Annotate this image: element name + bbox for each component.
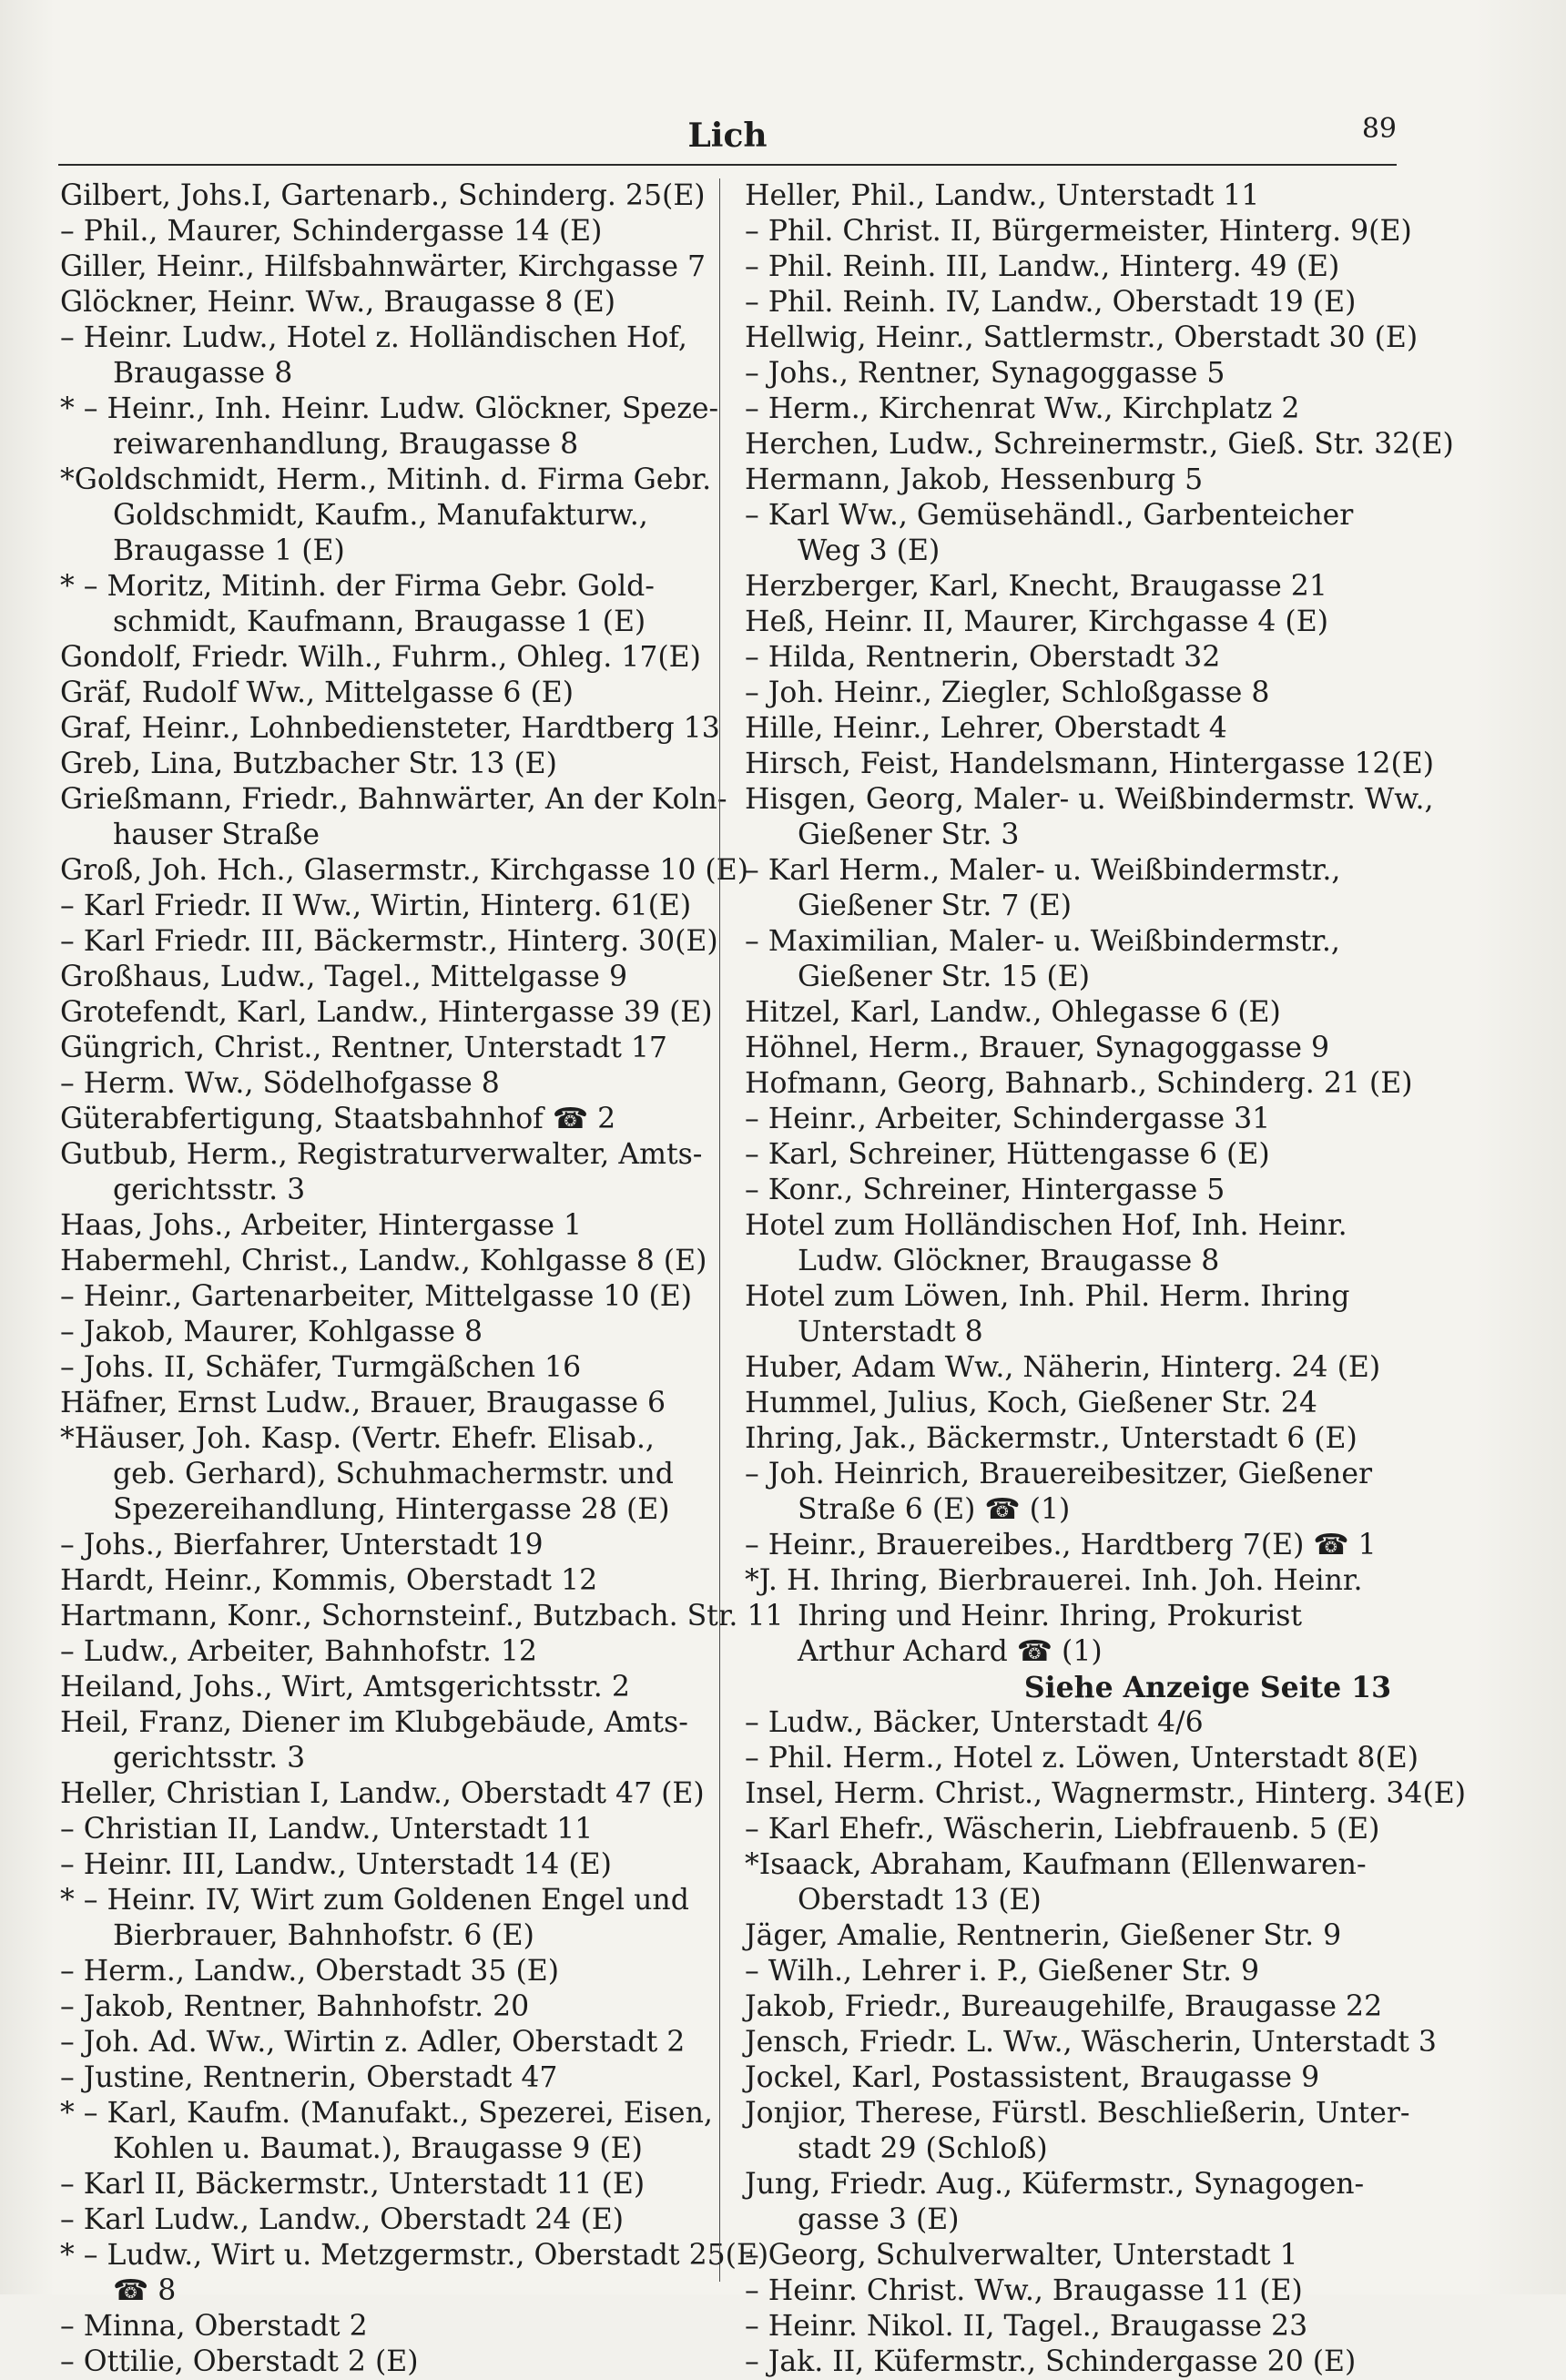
entry-line: – Minna, Oberstadt 2 (60, 2310, 368, 2343)
directory-entry (60, 178, 707, 214)
entry-line: – Heinr., Brauereibes., Hardtberg 7(E) ☎ 1 (745, 1529, 1377, 1561)
directory-entry (745, 214, 1412, 249)
directory-entry (60, 1883, 707, 1954)
directory-entry (60, 676, 707, 711)
directory-entry (745, 1776, 1467, 1812)
directory-entry (745, 1812, 1391, 1847)
directory-entry (60, 1279, 707, 1315)
directory-entry (60, 249, 707, 285)
entry-continuation-line: gasse 3 (E) (798, 2203, 960, 2236)
directory-entry (745, 605, 1391, 640)
entry-line: Glöckner, Heinr. Ww., Braugasse 8 (E) (60, 286, 616, 319)
entry-continuation-line: Weg 3 (E) (798, 534, 941, 567)
entry-line: Großhaus, Ludw., Tagel., Mittelgasse 9 (60, 961, 628, 993)
running-title: Lich (687, 117, 768, 155)
directory-entry (60, 1350, 707, 1386)
entry-continuation-line: Ihring und Heinr. Ihring, Prokurist (798, 1600, 1303, 1632)
entry-continuation-line: Oberstadt 13 (E) (798, 1884, 1042, 1917)
directory-entry (745, 285, 1391, 320)
directory-entry (60, 2238, 769, 2309)
directory-entry (745, 2025, 1437, 2060)
directory-entry (745, 463, 1391, 498)
entry-line: – Karl Friedr. III, Bäckermstr., Hinterg. 30(E) (60, 925, 718, 958)
directory-entry (745, 498, 1391, 569)
directory-entry (745, 1102, 1391, 1137)
entry-line: – Hilda, Rentnerin, Oberstadt 32 (745, 641, 1221, 674)
directory-entry (60, 1705, 707, 1776)
directory-entry (745, 1705, 1391, 1741)
directory-entry (60, 782, 727, 853)
directory-entry (745, 2344, 1391, 2380)
entry-line: Huber, Adam Ww., Näherin, Hinterg. 24 (E) (745, 1351, 1381, 1384)
entry-line: – Jak. II, Küfermstr., Schindergasse 20 (E) (745, 2345, 1357, 2378)
entry-continuation-line: geb. Gerhard), Schuhmachermstr. und (113, 1458, 674, 1490)
entry-line: * – Karl, Kaufm. (Manufakt., Spezerei, Eisen, (60, 2097, 713, 2130)
entry-line: *J. H. Ihring, Bierbrauerei. Inh. Joh. Heinr. (745, 1564, 1363, 1597)
directory-entry (745, 392, 1391, 427)
directory-entry (60, 214, 707, 249)
directory-entry (745, 747, 1435, 782)
entry-line: – Herm., Landw., Oberstadt 35 (E) (60, 1955, 560, 1988)
entry-line: – Herm., Kirchenrat Ww., Kirchplatz 2 (745, 392, 1300, 425)
directory-entry (745, 2096, 1410, 2167)
directory-entry (60, 1386, 707, 1421)
entry-continuation-line: Braugasse 1 (E) (113, 534, 345, 567)
directory-entry (745, 1208, 1391, 1279)
entry-line: Jockel, Karl, Postassistent, Braugasse 9 (745, 2061, 1320, 2094)
entry-line: Hermann, Jakob, Hessenburg 5 (745, 463, 1204, 496)
entry-line: – Joh. Heinr., Ziegler, Schloßgasse 8 (745, 676, 1270, 709)
entry-continuation-line: stadt 29 (Schloß) (798, 2132, 1048, 2165)
entry-line: Ihring, Jak., Bäckermstr., Unterstadt 6 (E) (745, 1422, 1358, 1455)
entry-line: – Karl Ww., Gemüsehändl., Garbenteicher (745, 499, 1354, 532)
directory-entry (745, 427, 1454, 463)
entry-line: – Heinr. Christ. Ww., Braugasse 11 (E) (745, 2274, 1303, 2307)
directory-entry (745, 1528, 1391, 1563)
directory-entry (745, 1847, 1391, 1918)
directory-entry (60, 2309, 707, 2344)
directory-entry (745, 1279, 1391, 1350)
page-header (58, 107, 1397, 164)
directory-entry (745, 1457, 1391, 1528)
entry-line: Giller, Heinr., Hilfsbahnwärter, Kirchgasse 7 (60, 250, 707, 283)
directory-entry (745, 640, 1391, 676)
entry-line: Groß, Joh. Hch., Glasermstr., Kirchgasse 10 (E) (60, 854, 748, 887)
directory-entry (60, 1244, 707, 1279)
directory-entry (745, 356, 1391, 392)
entry-line: Heß, Heinr. II, Maurer, Kirchgasse 4 (E) (745, 605, 1328, 638)
entry-continuation-line: Arthur Achard ☎ (1) (798, 1635, 1103, 1668)
directory-entry (60, 2060, 707, 2096)
directory-entry (60, 1315, 707, 1350)
entry-line: – Johs. II, Schäfer, Turmgäßchen 16 (60, 1351, 582, 1384)
entry-line: Hotel zum Löwen, Inh. Phil. Herm. Ihring (745, 1280, 1350, 1313)
entry-line: Gutbub, Herm., Registraturverwalter, Amts- (60, 1138, 703, 1171)
entry-line: Güngrich, Christ., Rentner, Unterstadt 17 (60, 1032, 667, 1064)
entry-line: Insel, Herm. Christ., Wagnermstr., Hinterg. 34(E) (745, 1777, 1467, 1810)
directory-entry (60, 1066, 707, 1102)
entry-line: Hisgen, Georg, Maler- u. Weißbindermstr. Ww., (745, 783, 1434, 816)
directory-entry (60, 711, 720, 747)
entry-line: Herchen, Ludw., Schreinermstr., Gieß. Str. 32(E) (745, 428, 1454, 461)
directory-entry (745, 1421, 1391, 1457)
directory-entry (60, 889, 707, 924)
entry-line: Hille, Heinr., Lehrer, Oberstadt 4 (745, 712, 1227, 745)
entry-line: Heiland, Johs., Wirt, Amtsgerichtsstr. 2 (60, 1671, 630, 1704)
entry-line: – Justine, Rentnerin, Oberstadt 47 (60, 2061, 558, 2094)
directory-entry (745, 995, 1391, 1031)
directory-entry (60, 320, 707, 392)
directory-entry (60, 1847, 707, 1883)
directory-entry (745, 2309, 1391, 2344)
entry-line: – Joh. Heinrich, Brauereibesitzer, Gießener (745, 1458, 1373, 1490)
entry-continuation-line: Straße 6 (E) ☎ (1) (798, 1493, 1071, 1526)
directory-entry (60, 569, 707, 640)
directory-entry (60, 2202, 707, 2238)
entry-continuation-line: Spezereihandlung, Hintergasse 28 (E) (113, 1493, 670, 1526)
entry-line: – Heinr. Ludw., Hotel z. Holländischen Hof, (60, 321, 687, 354)
directory-entry (60, 2025, 707, 2060)
entry-line: – Wilh., Lehrer i. P., Gießener Str. 9 (745, 1955, 1260, 1988)
directory-entry (60, 1031, 707, 1066)
entry-continuation-line: gerichtsstr. 3 (113, 1742, 306, 1775)
entry-line: – Phil. Christ. II, Bürgermeister, Hinterg. 9(E) (745, 215, 1412, 248)
page-number: 89 (1361, 113, 1397, 145)
column-divider (719, 178, 720, 2282)
entry-line: – Jakob, Maurer, Kohlgasse 8 (60, 1316, 483, 1348)
directory-entry (60, 1563, 707, 1599)
entry-line: Hardt, Heinr., Kommis, Oberstadt 12 (60, 1564, 598, 1597)
entry-line: * – Moritz, Mitinh. der Firma Gebr. Gold- (60, 570, 655, 603)
directory-entry (745, 1954, 1391, 1989)
directory-entry (745, 1741, 1419, 1776)
entry-line: – Heinr. III, Landw., Unterstadt 14 (E) (60, 1848, 612, 1881)
entry-line: Habermehl, Christ., Landw., Kohlgasse 8 (E) (60, 1245, 707, 1277)
entry-line: – Jakob, Rentner, Bahnhofstr. 20 (60, 1990, 530, 2023)
entry-line: Güterabfertigung, Staatsbahnhof ☎ 2 (60, 1103, 616, 1135)
directory-entry (745, 1563, 1391, 1670)
entry-line: – Christian II, Landw., Unterstadt 11 (60, 1813, 594, 1846)
entry-continuation-line: schmidt, Kaufmann, Braugasse 1 (E) (113, 605, 646, 638)
directory-entry (60, 1989, 707, 2025)
entry-continuation-line: Gießener Str. 15 (E) (798, 961, 1091, 993)
entry-line: – Joh. Ad. Ww., Wirtin z. Adler, Oberstadt 2 (60, 2026, 686, 2059)
directory-entry (60, 1634, 707, 1670)
entry-continuation-line: Unterstadt 8 (798, 1316, 983, 1348)
entry-line: Jonjior, Therese, Fürstl. Beschließerin, Unter- (745, 2097, 1410, 2130)
directory-entry (745, 569, 1391, 605)
directory-entry (745, 676, 1391, 711)
directory-entry (60, 853, 748, 889)
entry-line: *Isaack, Abraham, Kaufmann (Ellenwaren- (745, 1848, 1367, 1881)
right-column (745, 178, 1467, 2380)
directory-entry (745, 320, 1419, 356)
entry-line: – Phil. Reinh. III, Landw., Hinterg. 49 (E) (745, 250, 1340, 283)
entry-continuation-line: reiwarenhandlung, Braugasse 8 (113, 428, 579, 461)
directory-entry (60, 1599, 784, 1634)
directory-entry (745, 1918, 1391, 1954)
directory-entry (745, 1350, 1391, 1386)
entry-line: Häfner, Ernst Ludw., Brauer, Braugasse 6 (60, 1387, 666, 1419)
entry-line: – Johs., Rentner, Synagoggasse 5 (745, 357, 1225, 390)
directory-entry (745, 2167, 1391, 2238)
entry-line: Jensch, Friedr. L. Ww., Wäscherin, Unterstadt 3 (745, 2026, 1437, 2059)
entry-line: * – Ludw., Wirt u. Metzgermstr., Oberstadt 25(E) (60, 2239, 769, 2272)
entry-line: Greb, Lina, Butzbacher Str. 13 (E) (60, 748, 557, 780)
entry-line: – Karl II, Bäckermstr., Unterstadt 11 (E) (60, 2168, 646, 2201)
directory-entry (60, 463, 712, 569)
directory-entry (60, 640, 707, 676)
directory-entry (60, 285, 707, 320)
entry-line: Hummel, Julius, Koch, Gießener Str. 24 (745, 1387, 1317, 1419)
entry-line: *Goldschmidt, Herm., Mitinh. d. Firma Gebr. (60, 463, 712, 496)
entry-line: Gilbert, Johs.I, Gartenarb., Schinderg. 25(E) (60, 179, 706, 212)
directory-entry (60, 1208, 707, 1244)
entry-line: – Phil. Reinh. IV, Landw., Oberstadt 19 (E) (745, 286, 1357, 319)
directory-entry (745, 1989, 1391, 2025)
directory-entry (745, 711, 1391, 747)
directory-entry (745, 1066, 1413, 1102)
entry-line: – Karl Friedr. II Ww., Wirtin, Hinterg. 61(E) (60, 890, 692, 922)
entry-continuation-line: ☎ 8 (113, 2274, 177, 2307)
entry-line: Herzberger, Karl, Knecht, Braugasse 21 (745, 570, 1327, 603)
directory-entry (745, 178, 1391, 214)
entry-line: – Konr., Schreiner, Hintergasse 5 (745, 1174, 1225, 1206)
directory-entry (745, 2238, 1391, 2273)
entry-line: Hotel zum Holländischen Hof, Inh. Heinr. (745, 1209, 1347, 1242)
entry-line: Hellwig, Heinr., Sattlermstr., Oberstadt 30 (E) (745, 321, 1419, 354)
entry-line: Grießmann, Friedr., Bahnwärter, An der Koln- (60, 783, 727, 816)
directory-entry (60, 995, 713, 1031)
entry-continuation-line: Gießener Str. 3 (798, 819, 1020, 851)
entry-continuation-line: Kohlen u. Baumat.), Braugasse 9 (E) (113, 2132, 643, 2165)
entry-line: – Georg, Schulverwalter, Unterstadt 1 (745, 2239, 1298, 2272)
entry-line: – Johs., Bierfahrer, Unterstadt 19 (60, 1529, 544, 1561)
entry-line: Haas, Johs., Arbeiter, Hintergasse 1 (60, 1209, 583, 1242)
entry-line: Gondolf, Friedr. Wilh., Fuhrm., Ohleg. 17(E) (60, 641, 701, 674)
entry-line: Gräf, Rudolf Ww., Mittelgasse 6 (E) (60, 676, 575, 709)
directory-entry (60, 747, 707, 782)
directory-entry (60, 1812, 707, 1847)
entry-line: Jung, Friedr. Aug., Küfermstr., Synagogen- (745, 2168, 1365, 2201)
directory-entry (60, 1954, 707, 1989)
directory-entry (745, 2273, 1391, 2309)
entry-line: – Karl Ludw., Landw., Oberstadt 24 (E) (60, 2203, 625, 2236)
entry-line: Hofmann, Georg, Bahnarb., Schinderg. 21 (E) (745, 1067, 1413, 1100)
directory-entry (745, 1137, 1391, 1173)
entry-line: – Maximilian, Maler- u. Weißbindermstr., (745, 925, 1340, 958)
entry-continuation-line: Bierbrauer, Bahnhofstr. 6 (E) (113, 1919, 534, 1952)
entry-continuation-line: gerichtsstr. 3 (113, 1174, 306, 1206)
directory-entry (60, 1776, 707, 1812)
entry-line: – Ludw., Arbeiter, Bahnhofstr. 12 (60, 1635, 537, 1668)
entry-line: – Ludw., Bäcker, Unterstadt 4/6 (745, 1706, 1204, 1739)
entry-continuation-line: hauser Straße (113, 819, 320, 851)
entry-continuation-line: Gießener Str. 7 (E) (798, 890, 1073, 922)
directory-entry (60, 1137, 707, 1208)
entry-line: Jäger, Amalie, Rentnerin, Gießener Str. 9 (745, 1919, 1342, 1952)
directory-entry (60, 2167, 707, 2202)
entry-line: – Karl Ehefr., Wäscherin, Liebfrauenb. 5 (E) (745, 1813, 1380, 1846)
entry-line: Heil, Franz, Diener im Klubgebäude, Amts- (60, 1706, 688, 1739)
directory-entry (60, 960, 707, 995)
entry-line: – Heinr. Nikol. II, Tagel., Braugasse 23 (745, 2310, 1308, 2343)
directory-entry (745, 1670, 1391, 1705)
entry-line: Hartmann, Konr., Schornsteinf., Butzbach. Str. 11 (60, 1600, 784, 1632)
directory-entry (60, 392, 719, 463)
entry-line: Siehe Anzeige Seite 13 (1023, 1671, 1391, 1704)
entry-line: – Karl, Schreiner, Hüttengasse 6 (E) (745, 1138, 1270, 1171)
directory-entry (745, 249, 1391, 285)
directory-entry (745, 1173, 1391, 1208)
entry-continuation-line: Goldschmidt, Kaufm., Manufakturw., (113, 499, 648, 532)
directory-entry (60, 1421, 707, 1528)
directory-entry (745, 782, 1434, 853)
entry-line: *Häuser, Joh. Kasp. (Vertr. Ehefr. Elisab., (60, 1422, 655, 1455)
entry-line: – Phil. Herm., Hotel z. Löwen, Unterstadt 8(E) (745, 1742, 1419, 1775)
entry-line: Hirsch, Feist, Handelsmann, Hintergasse 12(E) (745, 748, 1435, 780)
entry-line: * – Heinr., Inh. Heinr. Ludw. Glöckner, Speze- (60, 392, 719, 425)
entry-line: – Heinr., Gartenarbeiter, Mittelgasse 10 (E) (60, 1280, 693, 1313)
entry-line: * – Heinr. IV, Wirt zum Goldenen Engel und (60, 1884, 689, 1917)
entry-line: – Heinr., Arbeiter, Schindergasse 31 (745, 1103, 1271, 1135)
directory-entry (745, 1031, 1391, 1066)
entry-line: Jakob, Friedr., Bureaugehilfe, Braugasse 22 (745, 1990, 1383, 2023)
directory-entry (745, 1386, 1391, 1421)
entry-continuation-line: Ludw. Glöckner, Braugasse 8 (798, 1245, 1220, 1277)
entry-line: – Ottilie, Oberstadt 2 (E) (60, 2345, 419, 2378)
entry-line: Grotefendt, Karl, Landw., Hintergasse 39 (E) (60, 996, 713, 1029)
entry-line: Heller, Phil., Landw., Unterstadt 11 (745, 179, 1260, 212)
header-rule (58, 164, 1397, 166)
entry-line: – Herm. Ww., Södelhofgasse 8 (60, 1067, 500, 1100)
directory-entry (60, 2096, 713, 2167)
entry-line: Hitzel, Karl, Landw., Ohlegasse 6 (E) (745, 996, 1281, 1029)
entry-line: – Karl Herm., Maler- u. Weißbindermstr., (745, 854, 1341, 887)
entry-line: Graf, Heinr., Lohnbediensteter, Hardtberg 13 (60, 712, 720, 745)
entry-line: Höhnel, Herm., Brauer, Synagoggasse 9 (745, 1032, 1330, 1064)
directory-entry (60, 2344, 707, 2380)
directory-entry (60, 924, 718, 960)
directory-entry (60, 1528, 707, 1563)
entry-continuation-line: Braugasse 8 (113, 357, 293, 390)
directory-entry (60, 1102, 707, 1137)
directory-entry (745, 924, 1391, 995)
left-column (60, 178, 784, 2380)
directory-entry (745, 2060, 1391, 2096)
entry-line: – Phil., Maurer, Schindergasse 14 (E) (60, 215, 603, 248)
directory-entry (60, 1670, 707, 1705)
entry-line: Heller, Christian I, Landw., Oberstadt 47 (E) (60, 1777, 705, 1810)
directory-entry (745, 853, 1391, 924)
